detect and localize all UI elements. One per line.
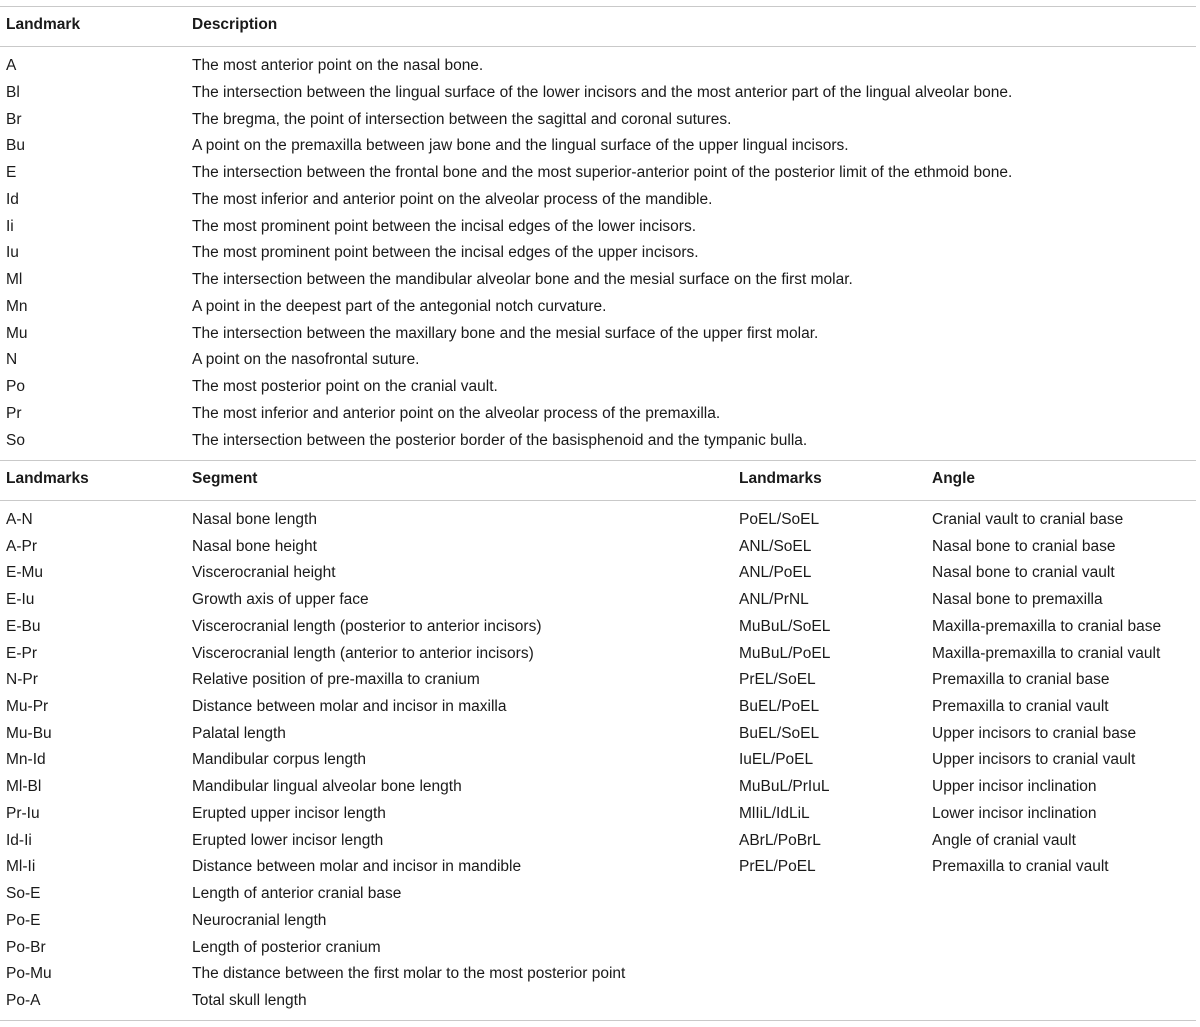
table2-top-rule: [0, 460, 1196, 461]
segment-landmarks: E-Pr: [6, 644, 37, 662]
angle-name: Nasal bone to cranial vault: [932, 564, 1115, 582]
segment-name: Nasal bone height: [192, 537, 317, 555]
angle-landmarks: ABrL/PoBrL: [739, 831, 821, 849]
segment-landmarks: Po-Br: [6, 938, 46, 956]
landmark-code: Po: [6, 378, 25, 395]
table2-header-angle: Angle: [932, 470, 976, 487]
angle-name: Premaxilla to cranial vault: [932, 698, 1109, 716]
angle-landmarks: MuBuL/SoEL: [739, 617, 831, 635]
angle-landmarks: BuEL/PoEL: [739, 698, 820, 716]
angle-landmarks: MuBuL/PrIuL: [739, 778, 830, 796]
landmark-description: The most prominent point between the incisal edges of the upper incisors.: [192, 244, 699, 262]
segment-landmarks: So-E: [6, 885, 41, 903]
angle-name: Cranial vault to cranial base: [932, 511, 1124, 528]
landmark-code: Iu: [6, 244, 19, 262]
landmark-description: The most prominent point between the incisal edges of the lower incisors.: [192, 217, 697, 235]
segment-name: Length of posterior cranium: [192, 938, 381, 956]
segment-landmarks: E-Bu: [6, 617, 41, 635]
table2-header-landmarks: Landmarks: [6, 470, 89, 487]
landmark-code: So: [6, 431, 25, 449]
landmark-code: Id: [6, 190, 19, 208]
landmark-description: The intersection between the posterior border of the basisphenoid and the tympanic bulla.: [192, 431, 808, 449]
table2-header-rule: [0, 500, 1196, 501]
segment-name: Mandibular corpus length: [192, 751, 367, 769]
segment-name: Distance between molar and incisor in mandible: [192, 858, 522, 876]
angle-name: Maxilla-premaxilla to cranial base: [932, 617, 1162, 635]
landmark-code: Bu: [6, 137, 25, 155]
table1-header-rule: [0, 46, 1196, 47]
landmark-description: A point on the premaxilla between jaw bone and the lingual surface of the upper lingual incisors.: [192, 137, 849, 155]
angle-name: Premaxilla to cranial vault: [932, 858, 1109, 876]
landmark-description: The intersection between the maxillary bone and the mesial surface of the upper first molar.: [192, 324, 819, 342]
angle-name: Lower incisor inclination: [932, 804, 1097, 822]
segment-landmarks: Po-E: [6, 911, 41, 929]
landmark-description: The most inferior and anterior point on the alveolar process of the premaxilla.: [192, 404, 721, 422]
angle-name: Nasal bone to premaxilla: [932, 591, 1103, 609]
segment-name: Erupted lower incisor length: [192, 831, 384, 849]
table2-header-angle-landmarks: Landmarks: [739, 470, 822, 487]
landmark-description: A point on the nasofrontal suture.: [192, 351, 420, 369]
angle-landmarks: PrEL/PoEL: [739, 858, 816, 876]
segment-landmarks: Po-A: [6, 991, 41, 1009]
landmark-description: The most anterior point on the nasal bone.: [192, 57, 484, 74]
landmark-description: The most posterior point on the cranial vault.: [192, 378, 498, 395]
segment-landmarks: Ml-Ii: [6, 858, 36, 876]
angle-landmarks: MuBuL/PoEL: [739, 644, 831, 662]
angle-landmarks: PrEL/SoEL: [739, 671, 816, 689]
segment-name: Palatal length: [192, 724, 286, 742]
angle-name: Upper incisors to cranial base: [932, 724, 1137, 742]
angle-name: Upper incisors to cranial vault: [932, 751, 1136, 769]
landmark-description: A point in the deepest part of the antegonial notch curvature.: [192, 297, 607, 315]
angle-name: Maxilla-premaxilla to cranial vault: [932, 644, 1161, 662]
segment-name: Viscerocranial length (anterior to anterior incisors): [192, 644, 534, 662]
segment-name: The distance between the first molar to the most posterior point: [192, 965, 626, 983]
segment-landmarks: A-Pr: [6, 537, 37, 555]
segment-name: Distance between molar and incisor in maxilla: [192, 698, 507, 716]
landmark-code: Bl: [6, 83, 20, 101]
table1-header-description: Description: [192, 16, 278, 33]
landmark-code: Ii: [6, 217, 14, 235]
segment-name: Nasal bone length: [192, 511, 317, 528]
landmark-code: Mn: [6, 297, 28, 315]
angle-landmarks: ANL/PoEL: [739, 564, 812, 582]
segment-name: Growth axis of upper face: [192, 591, 369, 609]
segment-landmarks: Mu-Pr: [6, 698, 49, 716]
landmark-description: The intersection between the lingual surface of the lower incisors and the most anterior part of the lingual alveolar bone.: [192, 83, 1013, 101]
segment-name: Length of anterior cranial base: [192, 885, 402, 903]
landmark-code: A: [6, 57, 17, 74]
segment-name: Total skull length: [192, 991, 307, 1009]
angle-landmarks: MlIiL/IdLiL: [739, 804, 810, 822]
segment-landmarks: Pr-Iu: [6, 804, 40, 822]
segment-landmarks: Ml-Bl: [6, 778, 42, 796]
landmark-description: The bregma, the point of intersection between the sagittal and coronal sutures.: [192, 110, 732, 128]
segment-landmarks: E-Iu: [6, 591, 35, 609]
angle-name: Angle of cranial vault: [932, 831, 1076, 849]
landmark-code: Br: [6, 110, 22, 128]
segment-landmarks: N-Pr: [6, 671, 38, 689]
segment-name: Relative position of pre-maxilla to cranium: [192, 671, 480, 689]
segment-name: Neurocranial length: [192, 911, 327, 929]
angle-landmarks: PoEL/SoEL: [739, 511, 820, 528]
segment-landmarks: Id-Ii: [6, 831, 32, 849]
angle-name: Upper incisor inclination: [932, 778, 1097, 796]
landmark-description: The most inferior and anterior point on the alveolar process of the mandible.: [192, 190, 713, 208]
segment-name: Erupted upper incisor length: [192, 804, 386, 822]
landmark-description: The intersection between the mandibular alveolar bone and the mesial surface on the first molar.: [192, 271, 853, 288]
segment-landmarks: Mn-Id: [6, 751, 46, 769]
landmark-code: Ml: [6, 271, 23, 288]
segment-name: Viscerocranial height: [192, 564, 336, 582]
landmark-description: The intersection between the frontal bone and the most superior-anterior point of the posterior limit of the ethmoid bone.: [192, 164, 1013, 181]
table1-top-rule: [0, 6, 1196, 7]
angle-landmarks: ANL/SoEL: [739, 537, 812, 555]
segment-landmarks: E-Mu: [6, 564, 44, 582]
angle-landmarks: ANL/PrNL: [739, 591, 809, 609]
angle-name: Premaxilla to cranial base: [932, 671, 1110, 689]
landmark-code: E: [6, 164, 17, 181]
angle-name: Nasal bone to cranial base: [932, 537, 1116, 555]
segment-landmarks: Mu-Bu: [6, 724, 52, 742]
segment-landmarks: A-N: [6, 511, 33, 528]
segment-name: Viscerocranial length (posterior to anterior incisors): [192, 617, 542, 635]
segment-name: Mandibular lingual alveolar bone length: [192, 778, 462, 796]
table2-header-segment: Segment: [192, 470, 258, 487]
landmark-code: Pr: [6, 404, 22, 422]
table2-bottom-rule: [0, 1020, 1196, 1021]
table1-header-landmark: Landmark: [6, 16, 81, 33]
landmark-code: N: [6, 351, 18, 369]
angle-landmarks: IuEL/PoEL: [739, 751, 814, 769]
segment-landmarks: Po-Mu: [6, 965, 52, 983]
landmark-code: Mu: [6, 324, 28, 342]
angle-landmarks: BuEL/SoEL: [739, 724, 820, 742]
